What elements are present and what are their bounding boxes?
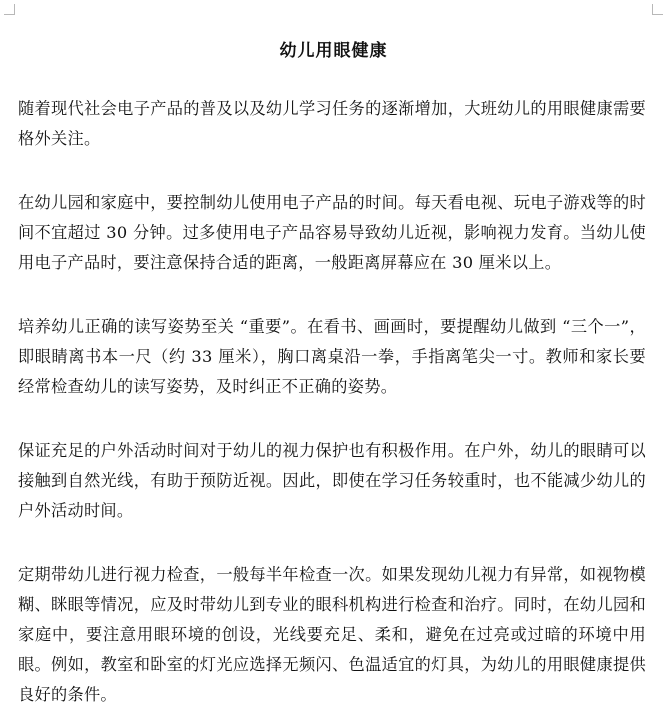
margin-corner-mark-right bbox=[652, 4, 663, 15]
paragraph-checkup: 定期带幼儿进行视力检查，一般每半年检查一次。如果发现幼儿视力有异常，如视物模糊、眯眼等情况，应及时带幼儿到专业的眼科机构进行检查和治疗。同时，在幼儿园和家庭中，要注意用眼环境的创设，光线要充足、柔和，避免在过亮或过暗的环境中用眼。例如，教室和卧室的灯光应选择无频闪、色温适宜的灯具，为幼儿的用眼健康提供良好的条件。 bbox=[18, 565, 646, 704]
paragraph-screen-time: 在幼儿园和家庭中，要控制幼儿使用电子产品的时间。每天看电视、玩电子游戏等的时间不宜超过 30 分钟。过多使用电子产品容易导致幼儿近视，影响视力发育。当幼儿使用电子产品时，要注意保持合适的距离，一般距离屏幕应在 30 厘米以上。 bbox=[18, 193, 646, 272]
paragraph-posture: 培养幼儿正确的读写姿势至关 “重要”。在看书、画画时，要提醒幼儿做到 “三个一”，即眼睛离书本一尺（约 33 厘米），胸口离桌沿一拳，手指离笔尖一寸。教师和家长要经常检查幼儿的读写姿势，及时纠正不正确的姿势。 bbox=[18, 317, 646, 396]
paragraph-outdoor: 保证充足的户外活动时间对于幼儿的视力保护也有积极作用。在户外，幼儿的眼睛可以接触到自然光线，有助于预防近视。因此，即使在学习任务较重时，也不能减少幼儿的户外活动时间。 bbox=[18, 441, 646, 520]
paragraph-intro: 随着现代社会电子产品的普及以及幼儿学习任务的逐渐增加，大班幼儿的用眼健康需要格外关注。 bbox=[18, 99, 646, 148]
document-body bbox=[18, 94, 646, 710]
document-title: 幼儿用眼健康 bbox=[279, 41, 388, 61]
margin-corner-mark-left bbox=[4, 4, 15, 15]
